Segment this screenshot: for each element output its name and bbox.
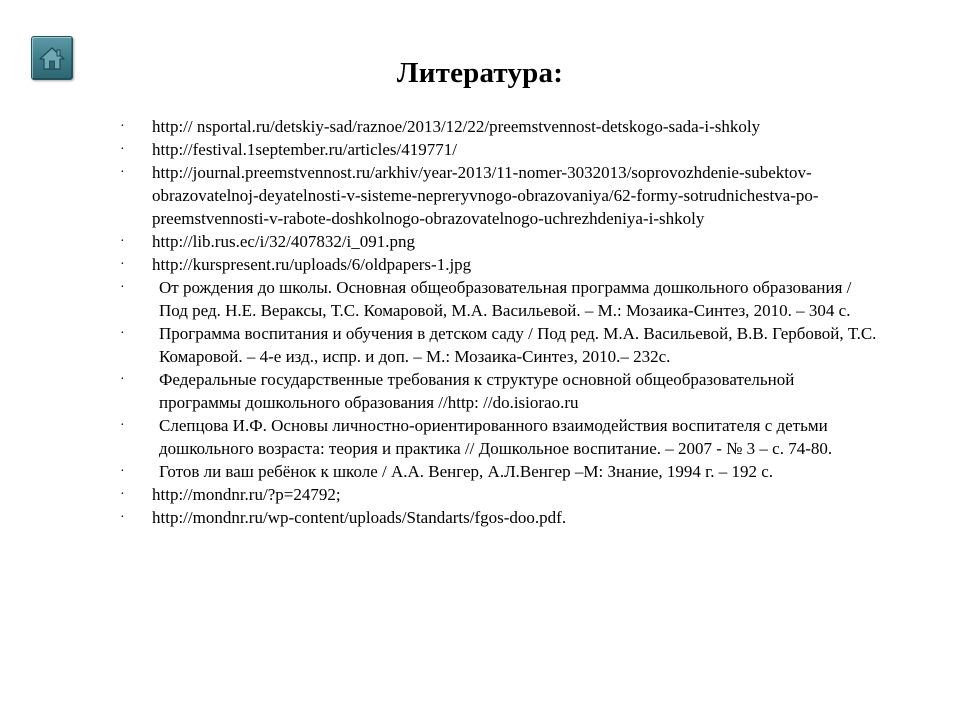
reference-link[interactable]: http://kurspresent.ru/uploads/6/oldpapers-1.jpg bbox=[152, 255, 472, 274]
reference-link[interactable]: http://mondnr.ru/?p=24792; bbox=[152, 485, 341, 504]
list-item bbox=[120, 414, 880, 460]
page-title: Литература: bbox=[396, 57, 564, 89]
reference-citation: Федеральные государственные требования к структуре основной общеобразовательной программы дошкольного образования //http: //do.isiorao.ru bbox=[159, 370, 795, 412]
bullet-marker: · bbox=[120, 165, 125, 180]
bullet-marker: · bbox=[120, 280, 125, 295]
list-item bbox=[120, 322, 880, 368]
reference-link[interactable]: http://lib.rus.ec/i/32/407832/i_091.png bbox=[152, 232, 416, 251]
list-item bbox=[120, 506, 880, 529]
list-item bbox=[120, 483, 880, 506]
list-item bbox=[120, 230, 880, 253]
bullet-marker: · bbox=[120, 372, 125, 387]
reference-link[interactable]: http://mondnr.ru/wp-content/uploads/Standarts/fgos-doo.pdf. bbox=[152, 508, 567, 527]
bullet-marker: · bbox=[120, 464, 125, 479]
list-item bbox=[120, 253, 880, 276]
reference-link[interactable]: http:// nsportal.ru/detskiy-sad/raznoe/2013/12/22/preemstvennost-detskogo-sada-i-shkoly bbox=[152, 117, 761, 136]
list-item bbox=[120, 115, 880, 138]
bullet-marker: · bbox=[120, 418, 125, 433]
reference-link[interactable]: http://festival.1september.ru/articles/419771/ bbox=[152, 140, 457, 159]
reference-citation: Слепцова И.Ф. Основы личностно-ориентированного взаимодействия воспитателя с детьми дошкольного возраста: теория и практика // Дошкольное воспитание. – 2007 - № 3 – с. 74-80. bbox=[159, 416, 833, 458]
bullet-marker: · bbox=[120, 326, 125, 341]
list-item bbox=[120, 161, 880, 230]
bullet-marker: · bbox=[120, 234, 125, 249]
reference-citation: Программа воспитания и обучения в детском саду / Под ред. М.А. Васильевой, В.В. Гербовой, Т.С. Комаровой. – 4-е изд., испр. и доп. – М.: Мозаика-Синтез, 2010.– 232с. bbox=[159, 324, 877, 366]
reference-citation: От рождения до школы. Основная общеобразовательная программа дошкольного образования / Под ред. Н.Е. Вераксы, Т.С. Комаровой, М.А. Васильевой. – М.: Мозаика-Синтез, 2010. – 304 с. bbox=[159, 278, 852, 320]
reference-link[interactable]: http://journal.preemstvennost.ru/arkhiv/year-2013/11-nomer-3032013/soprovozhdenie-subektov-obrazovatelnoj-deyatelnosti-v-sisteme-nepreryvnogo-obrazovaniya/62-formy-sotrudnichestva-po-preemstvennosti-v-rabote-doshkolnogo-obrazovatelnogo-uchrezhdeniya-i-shkoly bbox=[152, 163, 819, 228]
list-item bbox=[120, 368, 880, 414]
reference-citation: Готов ли ваш ребёнок к школе / А.А. Венгер, А.Л.Венгер –М: Знание, 1994 г. – 192 с. bbox=[159, 462, 773, 481]
bullet-marker: · bbox=[120, 142, 125, 157]
bullet-marker: · bbox=[120, 257, 125, 272]
list-item bbox=[120, 138, 880, 161]
reference-list bbox=[120, 115, 880, 529]
bullet-marker: · bbox=[120, 510, 125, 525]
bullet-marker: · bbox=[120, 119, 125, 134]
bullet-marker: · bbox=[120, 487, 125, 502]
list-item bbox=[120, 460, 880, 483]
list-item bbox=[120, 276, 880, 322]
